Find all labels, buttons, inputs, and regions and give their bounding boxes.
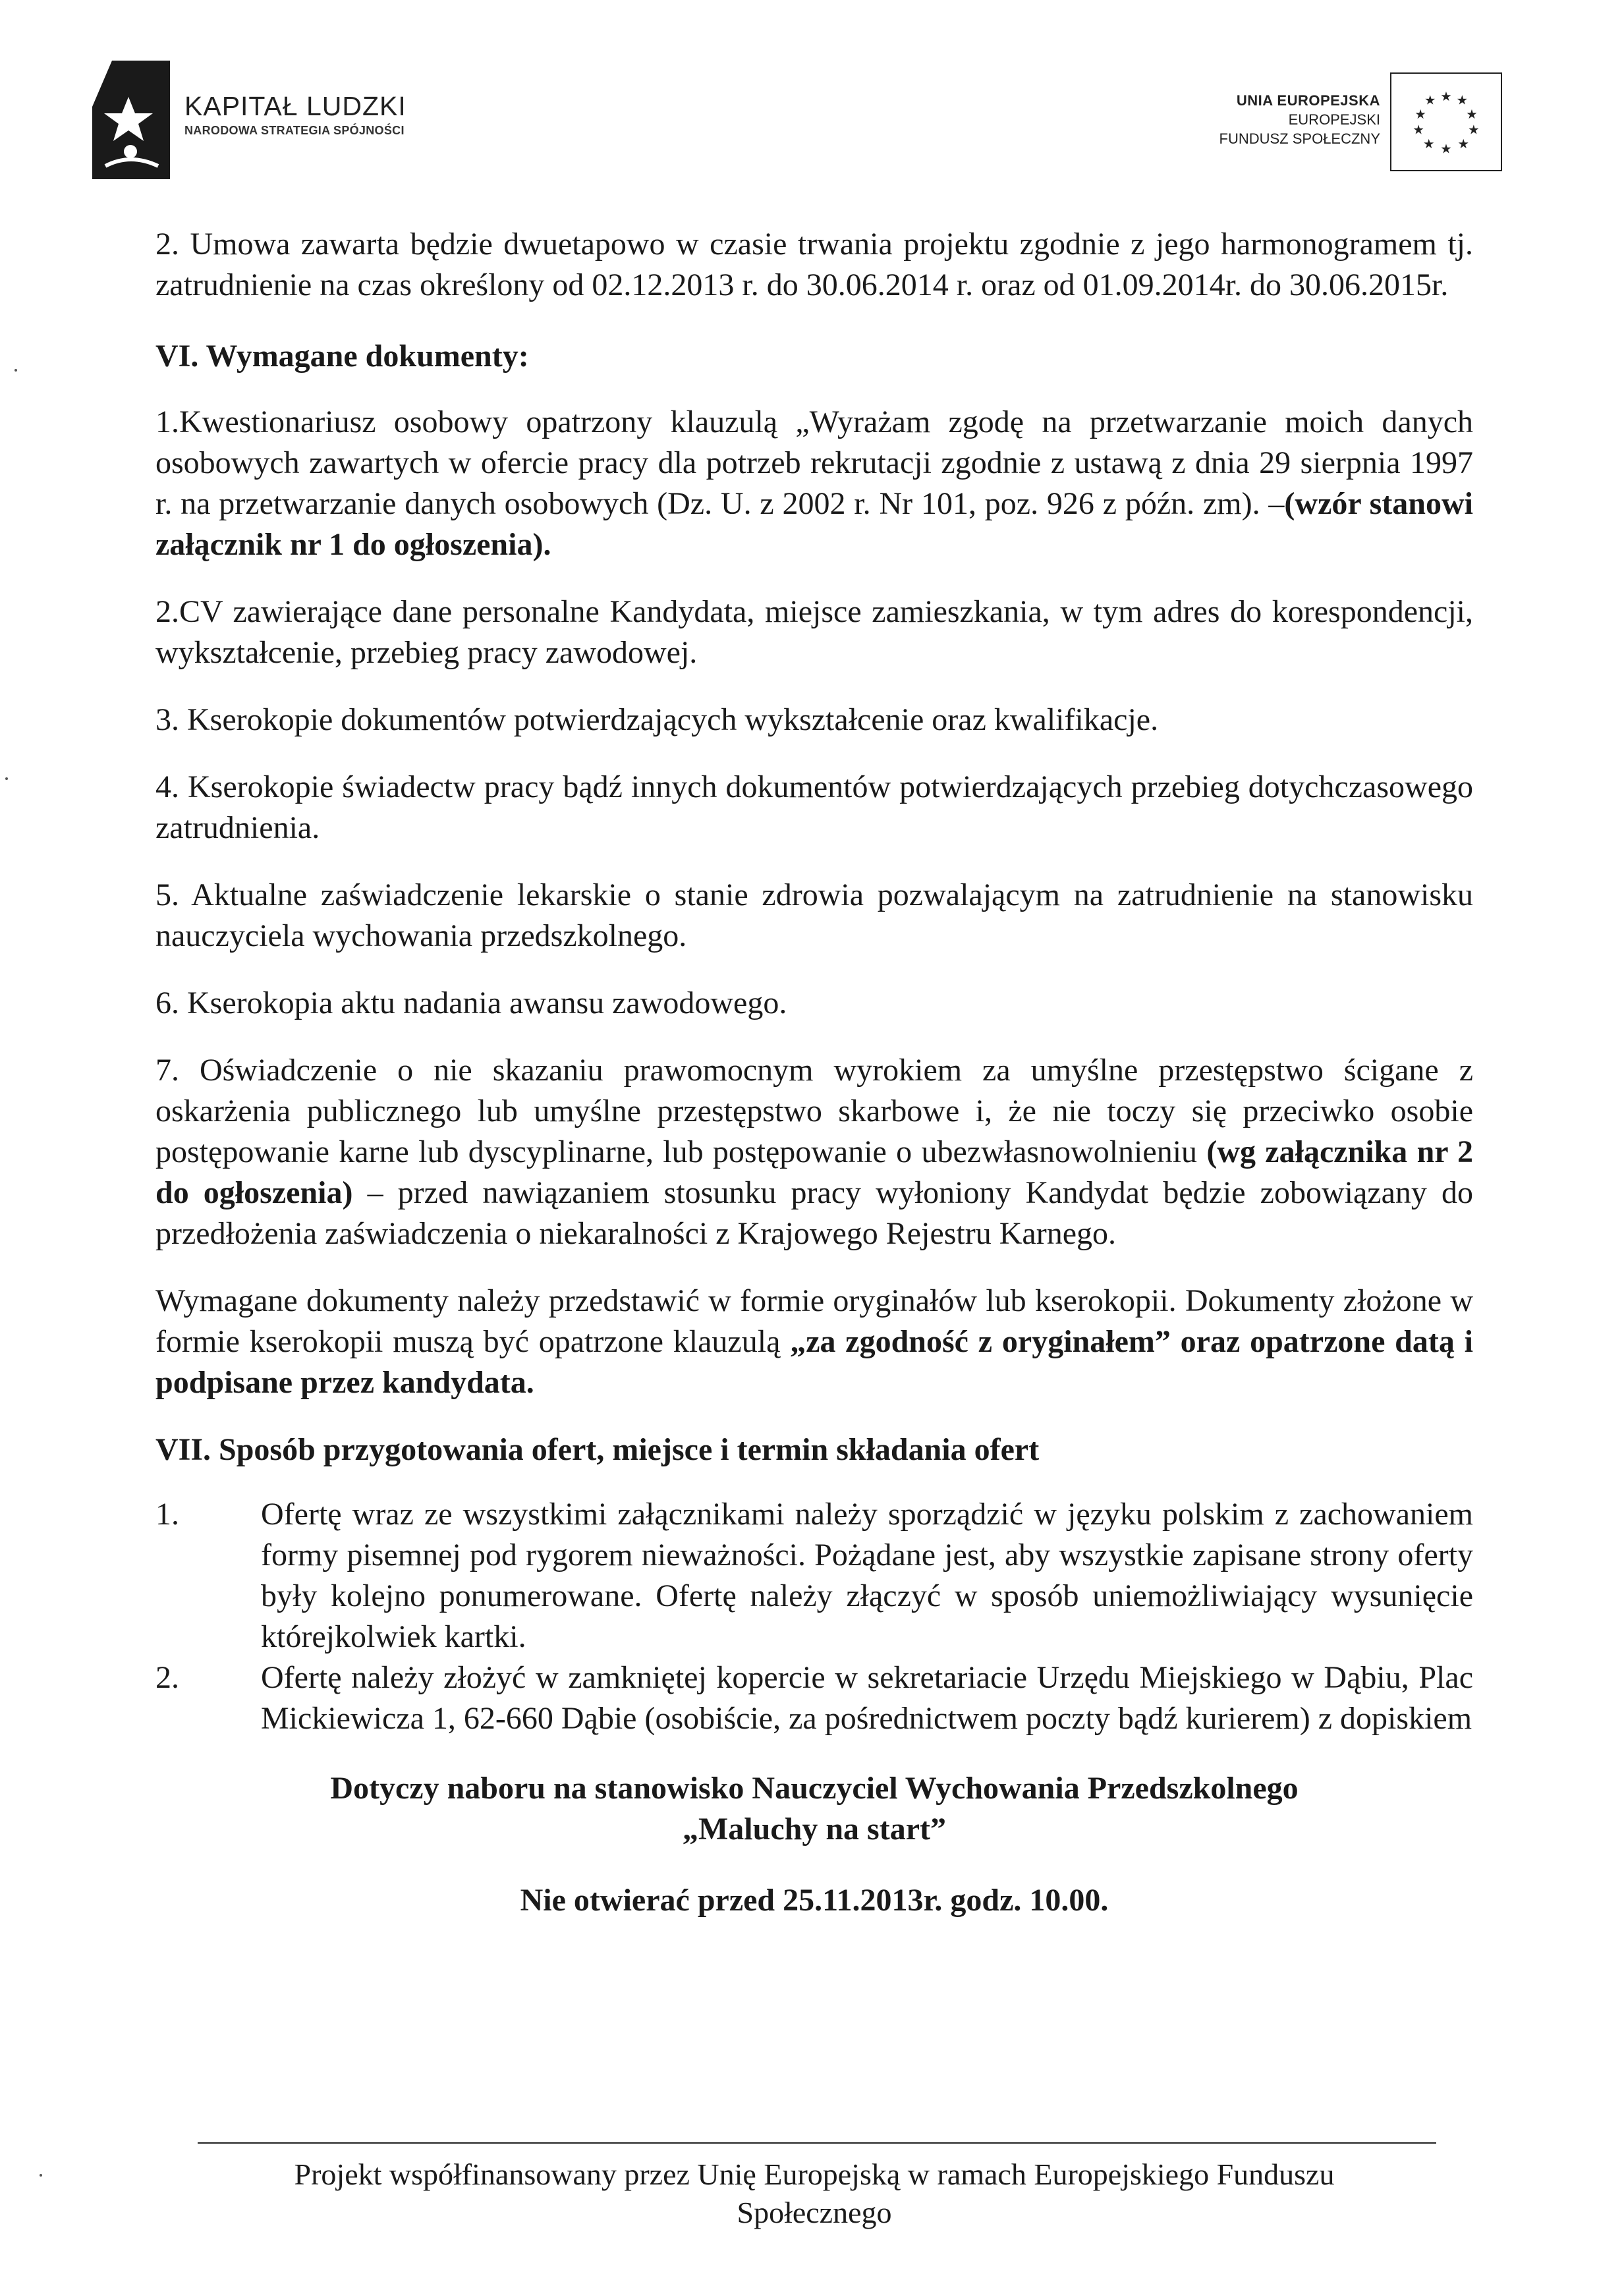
deadline-notice: Nie otwierać przed 25.11.2013r. godz. 10.00.: [520, 1883, 1109, 1918]
required-doc-item-2: 2.CV zawierające dane personalne Kandydata, miejsce zamieszkania, w tym adres do korespondencji, wykształcenie, przebieg pracy zawodowej.: [155, 594, 1473, 670]
svg-text:★: ★: [1422, 136, 1435, 152]
svg-text:★: ★: [1466, 107, 1478, 123]
required-doc-item-5: 5. Aktualne zaświadczenie lekarskie o stanie zdrowia pozwalającym na zatrudnienie na stanowisku nauczyciela wychowania przedszkolnego.: [155, 877, 1473, 953]
footer: [155, 2155, 1473, 2232]
note-part1: Wymagane dokumenty należy przedstawić w formie oryginałów lub kserokopii. Dokumenty złożone w formie kserokopii muszą być opatrzone klauzulą: [155, 1283, 1473, 1359]
required-doc-item-3: 3. Kserokopie dokumentów potwierdzających wykształcenie oraz kwalifikacje.: [155, 702, 1159, 737]
scan-speck: [40, 2174, 42, 2177]
svg-text:★: ★: [1440, 88, 1452, 104]
svg-text:★: ★: [1457, 136, 1470, 152]
envelope-label-line1: Dotyczy naboru na stanowisko Nauczyciel Wychowania Przedszkolnego: [330, 1771, 1299, 1806]
item7-part1: 7. Oświadczenie o nie skazaniu prawomocnym wyrokiem za umyślne przestępstwo ścigane z oskarżenia publicznego lub umyślne przestępstwo skarbowe i, że nie toczy się przeciwko osobie postępowanie karne lub dyscyplinarne, lub postępowanie o ubezwłasnowolnieniu: [155, 1053, 1473, 1169]
list-item-text: Ofertę wraz ze wszystkimi załącznikami należy sporządzić w języku polskim z zachowaniem formy pisemnej pod rygorem nieważności. Pożądane jest, aby wszystkie zapisane strony oferty były kolejno ponumerowane. Ofertę należy złączyć w sposób uniemożliwiający wysunięcie którejkolwiek kartki.: [261, 1497, 1473, 1654]
kapital-ludzki-logo: [92, 61, 461, 186]
eu-logo-line2: EUROPEJSKI: [1288, 111, 1380, 128]
eu-logo-text: [1219, 92, 1380, 148]
kapital-ludzki-emblem-icon: [92, 61, 170, 179]
item7-part2: – przed nawiązaniem stosunku pracy wyłoniony Kandydat będzie zobowiązany do przedłożenia zaświadczenia o niekaralności z Krajowego Rejestru Karnego.: [155, 1175, 1474, 1251]
required-doc-item-6: 6. Kserokopia aktu nadania awansu zawodowego.: [155, 986, 787, 1020]
documents-form-note: [155, 1281, 1473, 1403]
svg-text:★: ★: [1468, 122, 1480, 138]
svg-text:★: ★: [1424, 92, 1436, 108]
eu-fund-logo: [1120, 72, 1502, 171]
list-item-number: 2.: [155, 1660, 179, 1695]
footer-line1: Projekt współfinansowany przez Unię Europejską w ramach Europejskiego Funduszu: [294, 2157, 1335, 2191]
item1-text: 1.Kwestionariusz osobowy opatrzony klauzulą „Wyrażam zgodę na przetwarzanie moich danych osobowych zawartych w ofercie pracy dla potrzeb rekrutacji zgodnie z ustawą z dnia 29 sierpnia 1997 r. na przetwarzanie danych osobowych (Dz. U. z 2002 r. Nr 101, poz. 926 z późn. zm). –: [155, 404, 1473, 521]
required-doc-item-1: [155, 402, 1473, 565]
list-item-number: 1.: [155, 1497, 179, 1532]
envelope-label-line2: „Maluchy na start”: [683, 1812, 946, 1847]
svg-text:★: ★: [1413, 122, 1424, 138]
svg-text:★: ★: [1414, 107, 1426, 123]
footer-line2: Społecznego: [737, 2196, 892, 2229]
eu-logo-line3: FUNDUSZ SPOŁECZNY: [1219, 130, 1380, 147]
footer-divider: [198, 2142, 1436, 2144]
list-item-text: Ofertę należy złożyć w zamkniętej kopercie w sekretariacie Urzędu Miejskiego w Dąbiu, Plac Mickiewicza 1, 62-660 Dąbie (osobiście, za pośrednictwem poczty bądź kurierem) z dopiskiem: [261, 1660, 1473, 1736]
section-vi-title: VI. Wymagane dokumenty:: [155, 339, 529, 374]
section-vii-title: VII. Sposób przygotowania ofert, miejsce i termin składania ofert: [155, 1432, 1040, 1467]
svg-text:★: ★: [1456, 92, 1469, 108]
item7-bold: (wg załącznika nr 2 do ogłoszenia): [155, 1134, 1474, 1210]
eu-stars-flag-icon: [1390, 72, 1502, 171]
kapital-ludzki-title: KAPITAŁ LUDZKI: [184, 91, 406, 121]
required-doc-item-4: 4. Kserokopie świadectw pracy bądź innych dokumentów potwierdzających przebieg dotychczasowego zatrudnienia.: [155, 769, 1473, 845]
scan-speck: [14, 369, 17, 372]
employment-terms-paragraph: 2. Umowa zawarta będzie dwuetapowo w czasie trwania projektu zgodnie z jego harmonogramem tj. zatrudnienie na czas określony od 02.12.2013 r. do 30.06.2014 r. oraz od 01.09.2014r. do 30.06.2015r.: [155, 227, 1473, 302]
svg-text:★: ★: [1440, 141, 1452, 157]
required-doc-item-7: [155, 1050, 1473, 1254]
note-bold: „za zgodność z oryginałem” oraz opatrzone datą i podpisane przez kandydata.: [155, 1324, 1473, 1400]
eu-logo-line1: UNIA EUROPEJSKA: [1236, 92, 1380, 109]
list-item: [155, 1657, 1473, 1739]
document-body: [155, 224, 1473, 1921]
kapital-ludzki-subtitle: NARODOWA STRATEGIA SPÓJNOŚCI: [184, 124, 405, 137]
scan-speck: [5, 777, 8, 780]
offer-instructions-list: [155, 1494, 1473, 1739]
list-item: [155, 1494, 1473, 1657]
item1-bold: (wzór stanowi załącznik nr 1 do ogłoszenia).: [155, 486, 1473, 562]
